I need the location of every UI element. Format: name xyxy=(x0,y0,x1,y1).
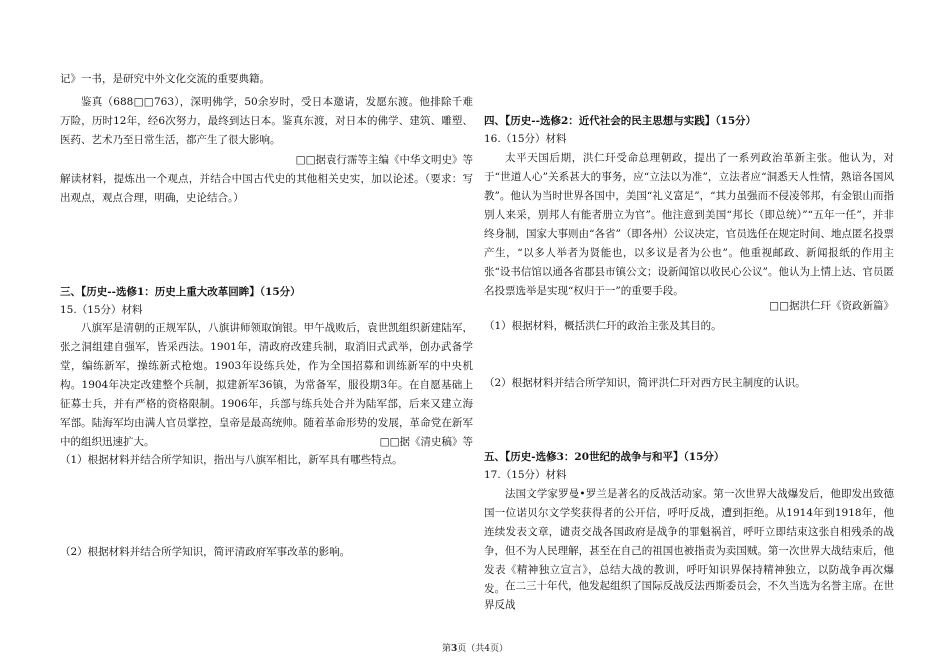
section-3-heading: 三、【历史--选修1：历史上重大改革回眸】（15分） xyxy=(60,286,301,298)
footer-total-pages: 4 xyxy=(484,644,490,654)
question-17-material-continued: 在二三十年代，他发起组织了国际反战反法西斯委员会，不久当选为名誉主席。在世界反战 xyxy=(484,580,894,611)
question-16-label: 16.（15分）材料 xyxy=(484,133,567,145)
question-15-part-2: （2）根据材料并结合所学知识，简评清政府军事改革的影响。 xyxy=(60,546,351,558)
question-15-label: 15.（15分）材料 xyxy=(60,304,143,316)
footer-suffix: 页） xyxy=(490,644,509,654)
question-17-label: 17.（15分）材料 xyxy=(484,469,567,481)
source-citation-16: □□据洪仁玕《资政新篇》 xyxy=(769,300,894,312)
footer-middle: 页（共 xyxy=(457,644,485,654)
task-instruction: 解读材料，提炼出一个观点，并结合中国古代史的其他相关史实，加以论述。（要求：写出观点，观点合理，明确，史论结合。） xyxy=(60,173,473,204)
question-17-material: 法国文学家罗曼•罗兰是著名的反战活动家。第一次世界大战爆发后，他即发出致德国一位诺贝尔文学奖获得者的公开信，呼吁反战，遭到拒绝。从1914年到1918年，他连续发表文章，谴责交战各国政府是战争的罪魁祸首，呼吁立即结束这张自相残杀的战争，但不为人民理解，甚至在自己的祖国也被指责为卖国贼。第一次世界大战结束后，他发表《精神独立宣言》，总结大战的教训，呼吁知识界保持精神独立，以防战争再次爆发。 xyxy=(484,488,894,595)
jianzhen-paragraph: 鉴真（688□□763），深明佛学，50余岁时，受日本邀请，发愿东渡。他排除千难万险，历时12年，经6次努力，最终到达日本。鉴真东渡，对日本的佛学、建筑、雕塑、医药、艺术乃至日常生活，都产生了很大影响。 xyxy=(60,96,473,146)
question-16-part-1: （1）根据材料，概括洪仁玕的政治主张及其目的。 xyxy=(484,320,722,332)
source-citation-1: □□据袁行霈等主编《中华文明史》等 xyxy=(295,154,473,166)
question-15-part-1: （1）根据材料并结合所学知识，指出与八旗军相比，新军具有哪些特点。 xyxy=(60,454,403,466)
section-5-heading: 五、【历史-选修3：20世纪的战争与和平】（15分） xyxy=(484,451,725,463)
question-15-material: 八旗军是清朝的正规军队，八旗讲师领取饷银。甲午战败后，袁世凯组织新建陆军，张之洞组建自强军，皆采西法。1901年，清政府改建兵制，取消旧式武举，创办武备学堂，编练新军，操练新式枪炮。1903年设练兵处，作为全国招募和训练新军的中央机构。1904年决定改建整个兵制，拟建新军36镇，为常备军，服役期3年。在自愿基础上征募士兵，并有严格的资格限制。1906年，兵部与练兵处合并为陆军部，后来又建立海军部。陆海军均由满人官员掌控，皇帝是最高统帅。随着革命形势的发展，革命党在新军中的组织迅速扩大。 xyxy=(60,322,473,448)
continuation-text: 记》一书，是研究中外文化交流的重要典籍。 xyxy=(60,73,270,85)
section-4-heading: 四、【历史--选修2：近代社会的民主思想与实践】（15分） xyxy=(484,115,757,127)
page-footer xyxy=(0,641,950,654)
source-citation-15: □□据《清史稿》等 xyxy=(379,436,473,448)
question-16-material: 太平天国后期，洪仁玕受命总理朝政，提出了一系列政治革新主张。他认为，对于“世道人心”关系甚大的事务，应“立法以为准”，立法者应“洞悉天人性情，熟谙各国风教”。他认为当时世界各国中，美国“礼义富足”，“其力虽强而不侵凌邻邦，有金银山而指别人来采，别邦人有能者册立为官”。他注意到美国“邦长（即总统）”“五年一任”，并非终身制，国家大事则由“各省”（即各州）公议决定，官员选任在规定时间、地点匿名投票产生，“以多人举者为贤能也，以多议是者为公也”。他重视邮政、新闻报纸的作用主张“设书信馆以通各省郡县市镇公文；设新闻馆以收民心公议”。他认为上情上达、官员匿名投票选举是实现“权归于一”的重要手段。 xyxy=(484,152,894,297)
question-16-part-2: （2）根据材料并结合所学知识，简评洪仁玕对西方民主制度的认识。 xyxy=(484,377,806,389)
footer-prefix: 第 xyxy=(441,644,451,654)
footer-page-number: 3 xyxy=(450,644,458,654)
